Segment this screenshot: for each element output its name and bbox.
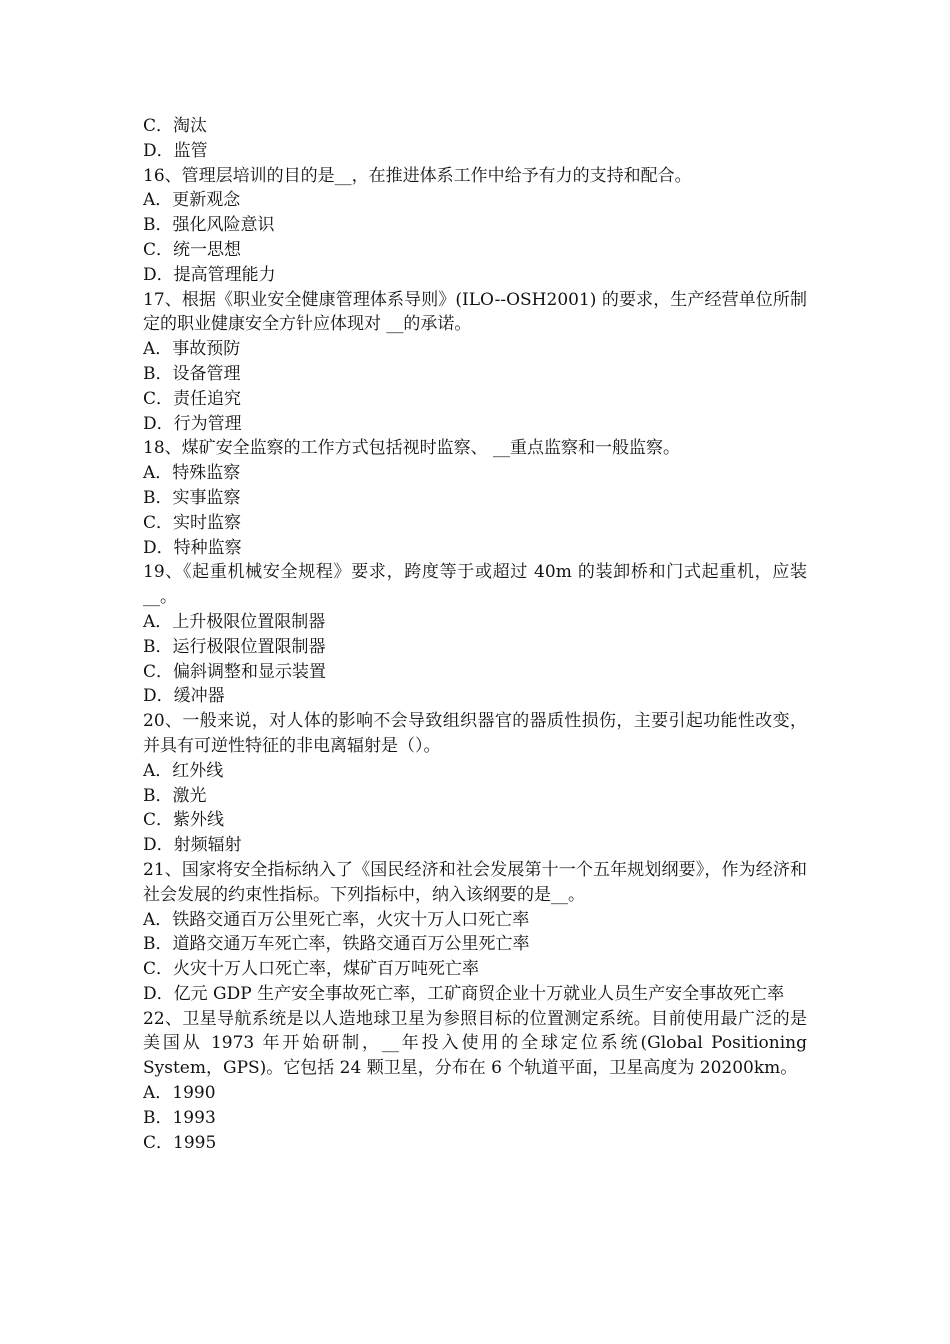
document-page	[143, 114, 807, 1155]
option-line: C．实时监察	[143, 512, 242, 533]
option-line: B．实事监察	[143, 487, 241, 508]
option-line: C．1995	[143, 1132, 217, 1153]
option-line: D．缓冲器	[143, 686, 225, 707]
option-line: A．上升极限位置限制器	[143, 611, 326, 632]
option-line: D．提高管理能力	[143, 264, 276, 285]
question-20: 20、一般来说，对人体的影响不会导致组织器官的器质性损伤，主要引起功能性改变，并具有可逆性特征的非电离辐射是（）。	[143, 711, 807, 756]
question-16: 16、管理层培训的目的是__，在推进体系工作中给予有力的支持和配合。	[143, 165, 692, 186]
option-line: D．亿元 GDP 生产安全事故死亡率，工矿商贸企业十万就业人员生产安全事故死亡率	[143, 983, 785, 1004]
option-line: B．设备管理	[143, 363, 241, 384]
question-19: 19、《起重机械安全规程》要求，跨度等于或超过 40m 的装卸桥和门式起重机，应装__。	[143, 562, 807, 608]
option-line: D．行为管理	[143, 413, 242, 434]
option-line: A．事故预防	[143, 339, 241, 360]
option-line: C．偏斜调整和显示装置	[143, 661, 327, 682]
option-line: A．更新观念	[143, 190, 241, 211]
option-line: A．特殊监察	[143, 463, 241, 484]
option-line: B．强化风险意识	[143, 215, 275, 236]
option-line: B．1993	[143, 1107, 216, 1128]
option-line: C．火灾十万人口死亡率，煤矿百万吨死亡率	[143, 959, 480, 980]
option-line: D．射频辐射	[143, 835, 242, 856]
option-line: A．红外线	[143, 760, 224, 781]
option-line: B．道路交通万车死亡率，铁路交通百万公里死亡率	[143, 934, 530, 955]
option-line: B．激光	[143, 785, 207, 806]
option-line: B．运行极限位置限制器	[143, 636, 326, 657]
option-line: D．特种监察	[143, 537, 242, 558]
question-22: 22、卫星导航系统是以人造地球卫星为参照目标的位置测定系统。目前使用最广泛的是美国从 1973 年开始研制，__年投入使用的全球定位系统(Global Positioning System，GPS)。它包括 24 颗卫星，分布在 6 个轨道平面，卫星高度为 20200km。	[143, 1008, 807, 1079]
option-line: C．统一思想	[143, 239, 242, 260]
question-17: 17、根据《职业安全健康管理体系导则》(ILO--OSH2001) 的要求，生产经营单位所制定的职业健康安全方针应体现对 __的承诺。	[143, 289, 807, 335]
option-line: A．铁路交通百万公里死亡率，火灾十万人口死亡率	[143, 909, 530, 930]
option-line: C．紫外线	[143, 810, 225, 831]
option-line: C．淘汰	[143, 116, 208, 136]
option-line: C．责任追究	[143, 388, 242, 409]
question-21: 21、国家将安全指标纳入了《国民经济和社会发展第十一个五年规划纲要》，作为经济和社会发展的约束性指标。下列指标中，纳入该纲要的是__。	[143, 859, 807, 905]
option-line: D．监管	[143, 140, 208, 161]
question-18: 18、煤矿安全监察的工作方式包括视时监察、 __重点监察和一般监察。	[143, 438, 681, 459]
option-line: A．1990	[143, 1083, 216, 1104]
